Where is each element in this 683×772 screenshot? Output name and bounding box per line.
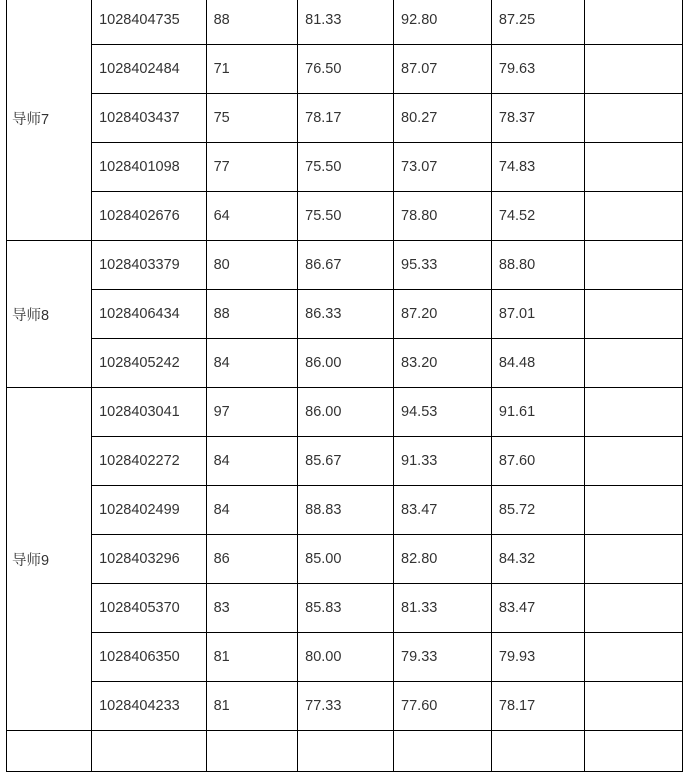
score-1-cell: 81 [206,633,298,682]
score-1-cell: 77 [206,143,298,192]
student-id-cell: 1028402272 [92,437,206,486]
student-id-cell: 1028406350 [92,633,206,682]
score-1-cell: 83 [206,584,298,633]
total-score-cell: 87.60 [491,437,584,486]
table-row [7,290,683,339]
score-1-cell: 81 [206,682,298,731]
student-id-cell: 1028403041 [92,388,206,437]
empty-cell [491,731,584,772]
empty-cell [206,731,298,772]
score-3-cell: 83.20 [394,339,492,388]
score-3-cell: 83.47 [394,486,492,535]
score-2-cell: 76.50 [298,45,394,94]
score-3-cell: 87.07 [394,45,492,94]
student-id-cell: 1028406434 [92,290,206,339]
score-3-cell: 80.27 [394,94,492,143]
total-score-cell: 78.37 [491,94,584,143]
remark-cell [584,437,682,486]
table-row [7,584,683,633]
score-table [6,0,683,772]
total-score-cell: 84.48 [491,339,584,388]
score-table-body [7,0,683,772]
table-row-partial [7,731,683,772]
remark-cell [584,45,682,94]
total-score-cell: 79.93 [491,633,584,682]
score-2-cell: 78.17 [298,94,394,143]
score-1-cell: 84 [206,486,298,535]
score-2-cell: 80.00 [298,633,394,682]
total-score-cell: 74.83 [491,143,584,192]
remark-cell [584,388,682,437]
student-id-cell: 1028403379 [92,241,206,290]
total-score-cell: 87.25 [491,0,584,45]
score-2-cell: 77.33 [298,682,394,731]
remark-cell [584,94,682,143]
remark-cell [584,192,682,241]
advisor-name-cell: 导师7 [7,0,92,241]
score-1-cell: 64 [206,192,298,241]
empty-cell [394,731,492,772]
score-2-cell: 75.50 [298,192,394,241]
score-1-cell: 88 [206,0,298,45]
remark-cell [584,290,682,339]
total-score-cell: 83.47 [491,584,584,633]
score-3-cell: 95.33 [394,241,492,290]
table-row [7,682,683,731]
table-row [7,143,683,192]
advisor-name-cell: 导师8 [7,241,92,388]
score-1-cell: 86 [206,535,298,584]
table-row [7,339,683,388]
total-score-cell: 88.80 [491,241,584,290]
total-score-cell: 87.01 [491,290,584,339]
score-2-cell: 75.50 [298,143,394,192]
table-row [7,192,683,241]
total-score-cell: 85.72 [491,486,584,535]
score-3-cell: 77.60 [394,682,492,731]
score-3-cell: 91.33 [394,437,492,486]
score-3-cell: 94.53 [394,388,492,437]
remark-cell [584,0,682,45]
table-row [7,94,683,143]
empty-cell [92,731,206,772]
score-1-cell: 97 [206,388,298,437]
table-row [7,0,683,45]
score-3-cell: 82.80 [394,535,492,584]
table-row [7,241,683,290]
score-2-cell: 86.00 [298,339,394,388]
score-2-cell: 85.67 [298,437,394,486]
advisor-name-cell: 导师9 [7,388,92,731]
table-row [7,45,683,94]
student-id-cell: 1028403437 [92,94,206,143]
score-1-cell: 88 [206,290,298,339]
score-3-cell: 79.33 [394,633,492,682]
total-score-cell: 84.32 [491,535,584,584]
table-row [7,633,683,682]
remark-cell [584,339,682,388]
score-1-cell: 71 [206,45,298,94]
student-id-cell: 1028402484 [92,45,206,94]
student-id-cell: 1028405242 [92,339,206,388]
score-2-cell: 81.33 [298,0,394,45]
empty-cell [7,731,92,772]
total-score-cell: 79.63 [491,45,584,94]
score-table-container [6,0,683,772]
total-score-cell: 91.61 [491,388,584,437]
score-2-cell: 85.00 [298,535,394,584]
score-2-cell: 88.83 [298,486,394,535]
remark-cell [584,486,682,535]
empty-cell [298,731,394,772]
score-1-cell: 80 [206,241,298,290]
score-2-cell: 85.83 [298,584,394,633]
score-1-cell: 84 [206,437,298,486]
student-id-cell: 1028401098 [92,143,206,192]
score-1-cell: 75 [206,94,298,143]
table-row [7,535,683,584]
score-1-cell: 84 [206,339,298,388]
table-row [7,388,683,437]
table-row [7,486,683,535]
score-3-cell: 78.80 [394,192,492,241]
remark-cell [584,143,682,192]
student-id-cell: 1028404233 [92,682,206,731]
remark-cell [584,535,682,584]
score-2-cell: 86.00 [298,388,394,437]
score-3-cell: 81.33 [394,584,492,633]
student-id-cell: 1028403296 [92,535,206,584]
empty-cell [584,731,682,772]
total-score-cell: 78.17 [491,682,584,731]
student-id-cell: 1028404735 [92,0,206,45]
remark-cell [584,633,682,682]
remark-cell [584,584,682,633]
total-score-cell: 74.52 [491,192,584,241]
student-id-cell: 1028402676 [92,192,206,241]
student-id-cell: 1028405370 [92,584,206,633]
table-row [7,437,683,486]
score-3-cell: 92.80 [394,0,492,45]
remark-cell [584,241,682,290]
score-3-cell: 87.20 [394,290,492,339]
student-id-cell: 1028402499 [92,486,206,535]
score-2-cell: 86.67 [298,241,394,290]
score-2-cell: 86.33 [298,290,394,339]
remark-cell [584,682,682,731]
score-3-cell: 73.07 [394,143,492,192]
